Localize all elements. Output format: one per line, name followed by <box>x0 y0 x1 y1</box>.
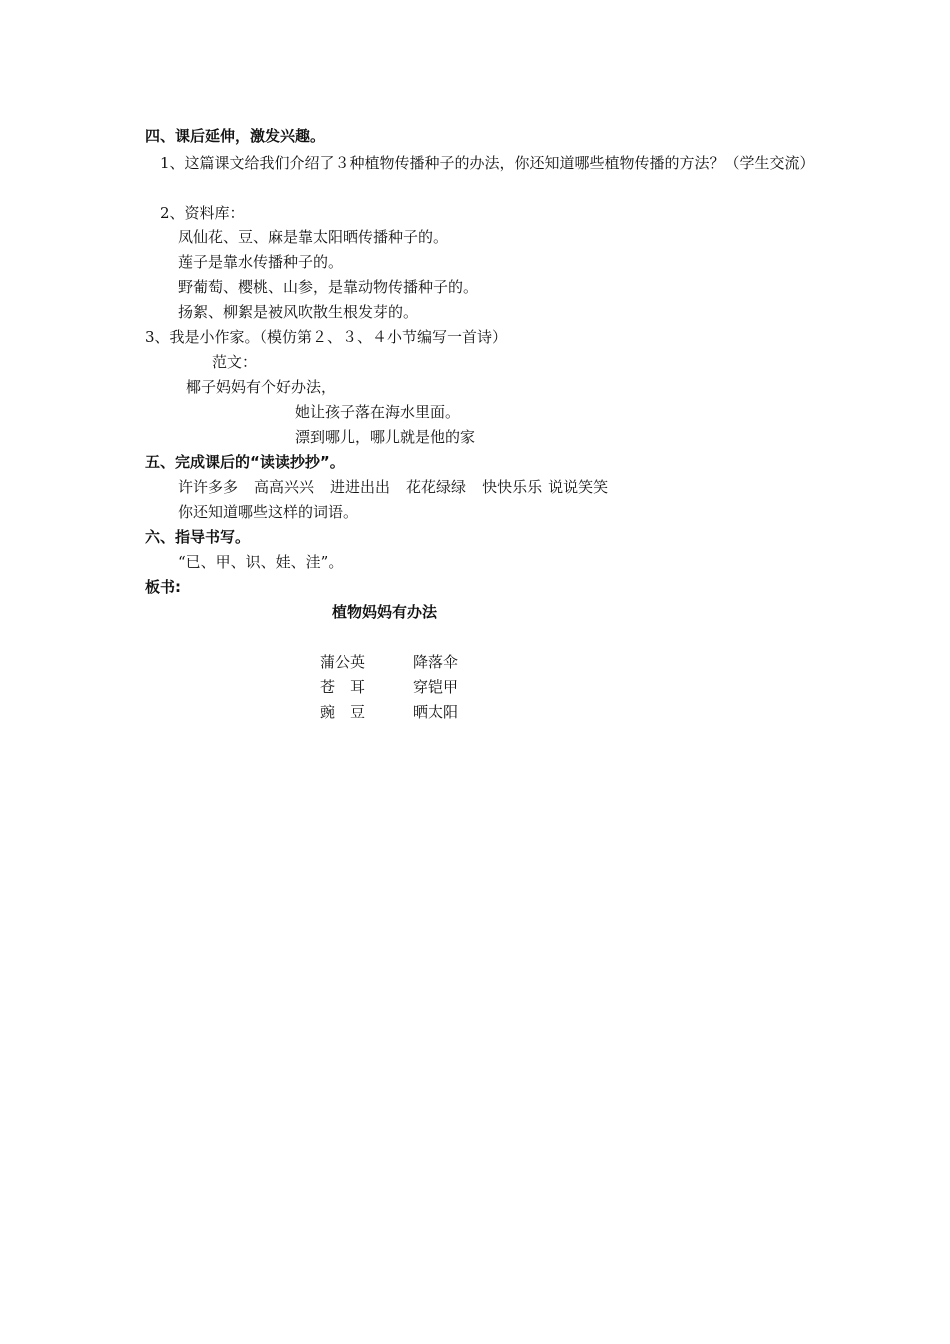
section4-item1: 1、这篇课文给我们介绍了３种植物传播种子的办法，你还知道哪些植物传播的方法？（学生交流） <box>160 154 815 172</box>
section4-item3: 3、我是小作家。（模仿第２、３、４小节编写一首诗） <box>145 328 508 346</box>
poem-line-3: 漂到哪儿，哪儿就是他的家 <box>295 428 476 446</box>
section5-heading: 五、完成课后的“读读抄抄”。 <box>145 453 345 471</box>
board-plant-3: 豌 豆 <box>320 703 366 721</box>
section6-heading: 六、指导书写。 <box>145 528 251 546</box>
board-title: 植物妈妈有办法 <box>332 603 438 621</box>
section5-question: 你还知道哪些这样的词语。 <box>178 503 359 521</box>
word-6: 说说笑笑 <box>548 478 609 496</box>
fact-line-2: 莲子是靠水传播种子的。 <box>178 253 344 271</box>
word-1: 许许多多 <box>178 478 239 496</box>
section6-chars: “已、甲、识、娃、洼”。 <box>178 553 344 571</box>
board-plant-1: 蒲公英 <box>320 653 366 671</box>
word-4: 花花绿绿 <box>406 478 467 496</box>
word-2: 高高兴兴 <box>254 478 315 496</box>
reduplicated-words <box>178 477 608 497</box>
board-method-2: 穿铠甲 <box>413 678 459 696</box>
board-method-3: 晒太阳 <box>413 703 459 721</box>
section4-item2-title: 2、资料库： <box>160 204 245 222</box>
fact-line-4: 扬絮、柳絮是被风吹散生根发芽的。 <box>178 303 419 321</box>
poem-line-2: 她让孩子落在海水里面。 <box>295 403 461 421</box>
board-plant-2: 苍 耳 <box>320 678 366 696</box>
fact-line-3: 野葡萄、樱桃、山参，是靠动物传播种子的。 <box>178 278 479 296</box>
word-5: 快快乐乐 <box>482 478 543 496</box>
poem-line-1: 椰子妈妈有个好办法， <box>186 378 337 396</box>
board-method-1: 降落伞 <box>413 653 459 671</box>
word-3: 进进出出 <box>330 478 391 496</box>
board-label: 板书: <box>145 578 181 596</box>
fact-line-1: 凤仙花、豆、麻是靠太阳晒传播种子的。 <box>178 228 449 246</box>
section4-heading: 四、课后延伸，激发兴趣。 <box>145 127 326 145</box>
sample-label: 范文： <box>212 353 258 371</box>
